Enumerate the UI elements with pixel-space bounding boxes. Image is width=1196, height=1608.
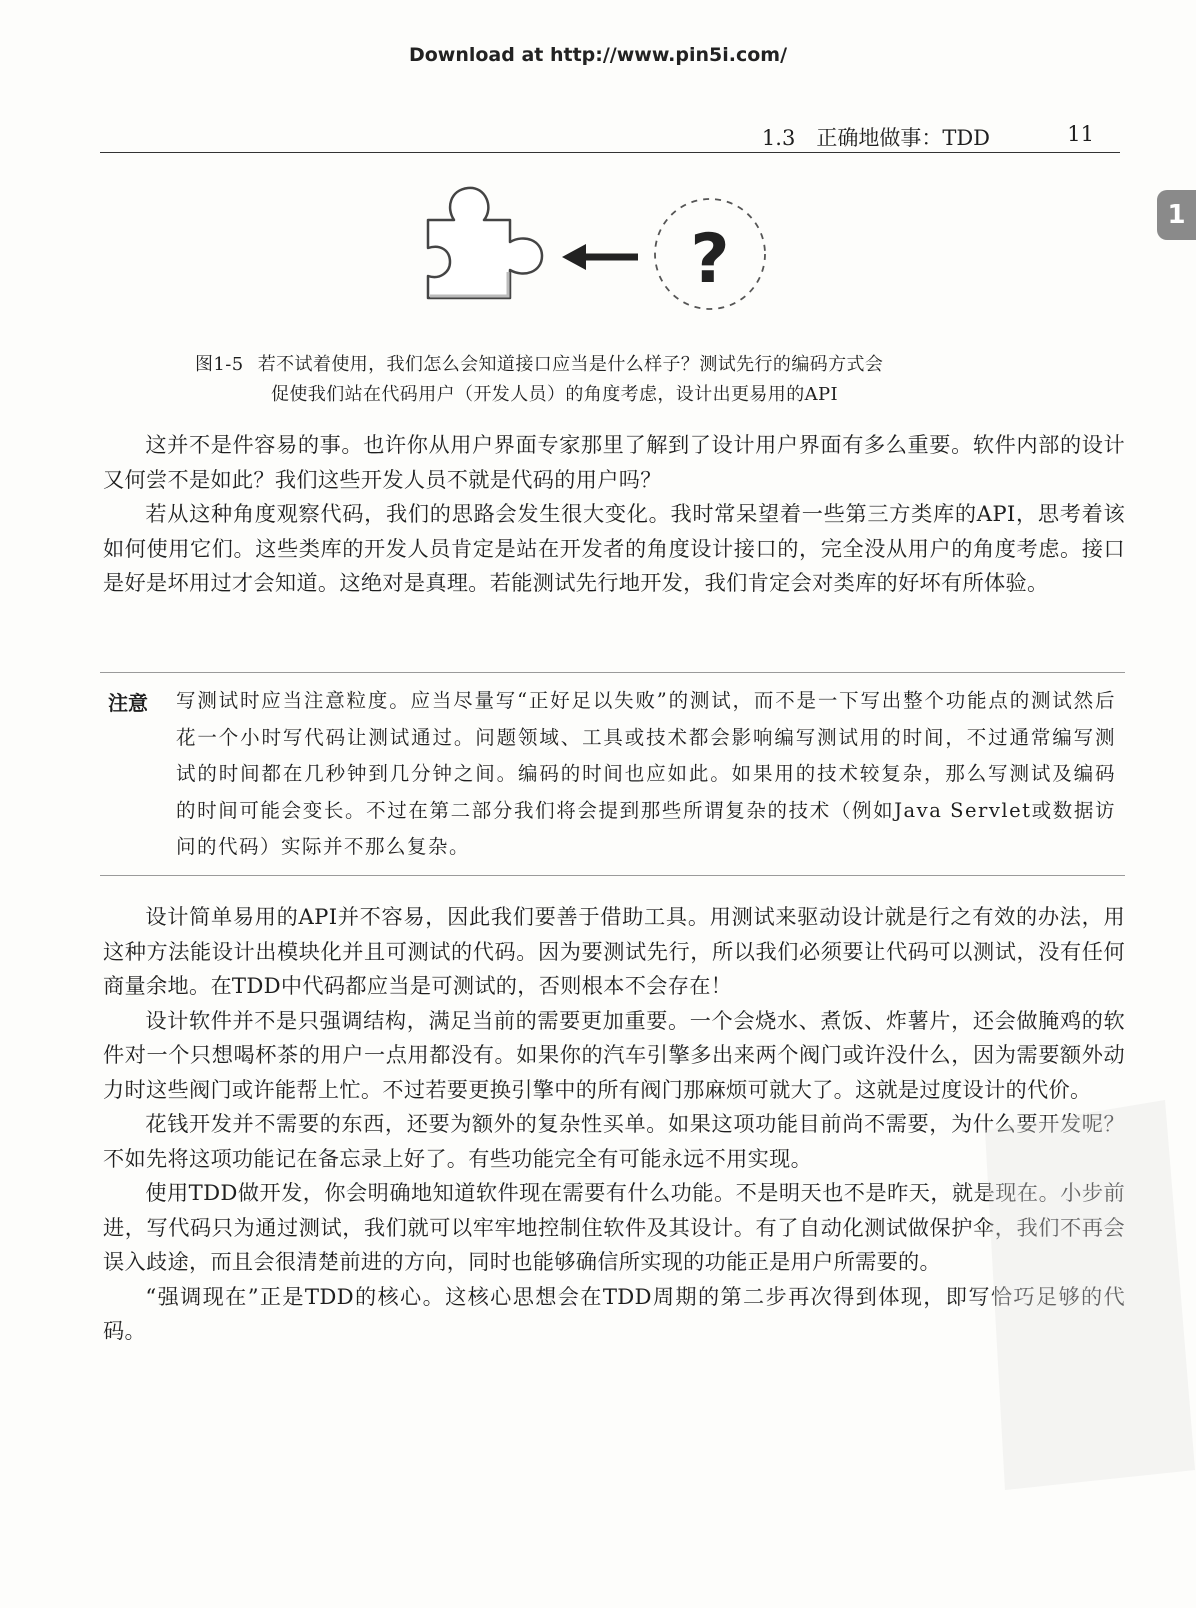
paragraph: 设计简单易用的API并不容易，因此我们要善于借助工具。用测试来驱动设计就是行之有效的办法，用这种方法能设计出模块化并且可测试的代码。因为要测试先行，所以我们必须要让代码可以测试，没有任何商量余地。在TDD中代码都应当是可测试的，否则根本不会存在！ [103, 904, 1125, 998]
caption-line-2: 促使我们站在代码用户（开发人员）的角度考虑，设计出更易用的API [271, 384, 839, 405]
body-text-top [103, 428, 1125, 601]
figure-caption [195, 350, 1075, 410]
figure-puzzle-illustration [420, 184, 800, 316]
note-label: 注意 [108, 691, 148, 715]
paragraph: 设计软件并不是只强调结构，满足当前的需要更加重要。一个会烧水、煮饭、炸薯片，还会做腌鸡的软件对一个只想喝杯茶的用户一点用都没有。如果你的汽车引擎多出来两个阀门或许没什么，因为需要额外动力时这些阀门或许能帮上忙。不过若要更换引擎中的所有阀门那麻烦可就大了。这就是过度设计的代价。 [103, 1007, 1125, 1102]
paragraph: 这并不是件容易的事。也许你从用户界面专家那里了解到了设计用户界面有多么重要。软件内部的设计又何尝不是如此？我们这些开发人员不就是代码的用户吗？ [103, 432, 1125, 492]
note-box [100, 672, 1125, 876]
download-banner: Download at http://www.pin5i.com/ [408, 44, 788, 66]
puzzle-piece-icon [428, 188, 542, 298]
arrow-left-icon [562, 244, 638, 270]
watermark-stamp [945, 1090, 1196, 1490]
paragraph: 使用TDD做开发，你会明确地知道软件现在需要有什么功能。不是明天也不是昨天，就是现在。小步前进，写代码只为通过测试，我们就可以牢牢地控制住软件及其设计。有了自动化测试做保护伞，我们不再会误入歧途，而且会很清楚前进的方向，同时也能够确信所实现的功能正是用户所需要的。 [103, 1180, 1125, 1274]
chapter-tab: 1 [1157, 190, 1196, 240]
paragraph: 花钱开发并不需要的东西，还要为额外的复杂性买单。如果这项功能目前尚不需要，为什么要开发呢？不如先将这项功能记在备忘录上好了。有些功能完全有可能永远不用实现。 [103, 1111, 1125, 1171]
paragraph: “强调现在”正是TDD的核心。这核心思想会在TDD周期的第二步再次得到体现，即写恰巧足够的代码。 [103, 1283, 1125, 1343]
note-text: 写测试时应当注意粒度。应当尽量写“正好足以失败”的测试，而不是一下写出整个功能点的测试然后花一个小时写代码让测试通过。问题领域、工具或技术都会影响编写测试用的时间，不过通常编写测试的时间都在几秒钟到几分钟之间。编码的时间也应如此。如果用的技术较复杂，那么写测试及编码的时间可能会变长。不过在第二部分我们将会提到那些所谓复杂的技术（例如Java Servlet或数据访问的代码）实际并不那么复杂。 [176, 689, 1116, 858]
running-head [100, 118, 1120, 153]
paragraph: 若从这种角度观察代码，我们的思路会发生很大变化。我时常呆望着一些第三方类库的API，思考着该如何使用它们。这些类库的开发人员肯定是站在开发者的角度设计接口的，完全没从用户的角度考虑。接口是好是坏用过才会知道。这绝对是真理。若能测试先行地开发，我们肯定会对类库的好坏有所体验。 [103, 501, 1125, 595]
section-title: 1.3 正确地做事：TDD [761, 126, 990, 150]
page-number: 11 [1067, 122, 1094, 146]
caption-line-1: 若不试着使用，我们怎么会知道接口应当是什么样子？测试先行的编码方式会 [257, 354, 884, 375]
caption-label: 图1-5 [195, 354, 244, 375]
question-mark: ? [690, 220, 730, 299]
